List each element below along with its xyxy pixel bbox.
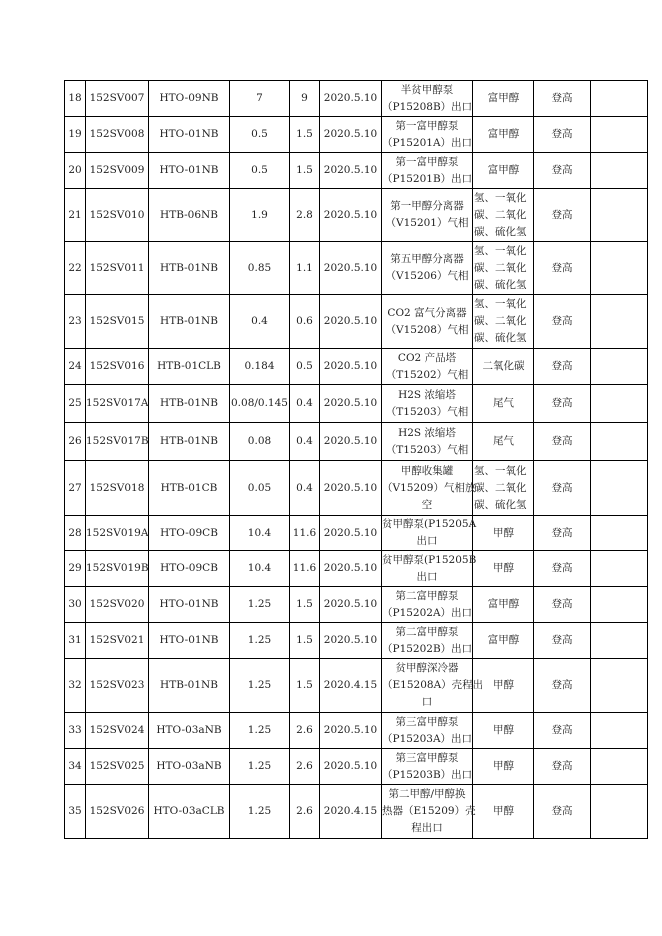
valve-code-cell: 152SV008: [86, 117, 149, 153]
check-date-cell: 2020.4.15: [320, 785, 382, 839]
medium-line: 碳、二氧化: [474, 261, 527, 274]
remark-cell: [591, 295, 648, 349]
valve-code-cell: 152SV009: [86, 153, 149, 189]
medium-line: 氢、一氧化: [474, 244, 527, 257]
location-line: 第三富甲醇泵: [395, 715, 459, 728]
check-date-cell: 2020.5.10: [320, 295, 382, 349]
location-cell: [382, 587, 473, 623]
remark-cell: [591, 623, 648, 659]
valve-code-cell: 152SV011: [86, 242, 149, 295]
row-number-cell: 29: [65, 551, 86, 587]
pressure-cell: 0.4: [290, 461, 320, 516]
pressure-cell: 0.4: [290, 385, 320, 423]
set-pressure-cell: 1.25: [230, 587, 290, 623]
location-cell: [382, 516, 477, 551]
medium-line: 富甲醇: [487, 164, 520, 176]
table-row: [65, 349, 648, 385]
set-pressure-cell: 0.184: [230, 349, 290, 385]
medium-line: 尾气: [493, 397, 514, 409]
medium-line: 富甲醇: [487, 634, 520, 646]
location-cell: [382, 461, 476, 516]
location-line: （V15201）气相: [385, 217, 469, 229]
set-pressure-cell: 7: [230, 81, 290, 117]
operation-cell: 登高: [534, 423, 591, 461]
medium-cell: [473, 385, 534, 423]
remark-cell: [591, 242, 648, 295]
location-line: 空: [421, 498, 433, 511]
valve-model-cell: HTB-01CB: [149, 461, 230, 516]
medium-line: 氢、一氧化: [474, 298, 527, 310]
location-line: 半贫甲醇泵: [400, 83, 454, 96]
check-date-cell: 2020.5.10: [320, 749, 382, 785]
valve-model-cell: HTB-01NB: [149, 295, 230, 349]
table-row: [65, 295, 648, 349]
location-line: 甲醇收集罐: [400, 464, 454, 477]
location-line: 第一富甲醇泵: [395, 155, 459, 168]
medium-cell: [473, 242, 534, 295]
safety-valve-table: [64, 80, 648, 839]
set-pressure-cell: 0.08: [230, 423, 290, 461]
row-number-cell: 22: [65, 242, 86, 295]
location-cell: [382, 385, 473, 423]
set-pressure-cell: 0.08/0.145: [230, 385, 290, 423]
location-line: （T15202）气相: [385, 368, 469, 381]
location-line: CO2 产品塔: [397, 351, 457, 364]
row-number-cell: 27: [65, 461, 86, 516]
row-number-cell: 30: [65, 587, 86, 623]
table-row: [65, 242, 648, 295]
operation-cell: 登高: [534, 242, 591, 295]
check-date-cell: 2020.5.10: [320, 349, 382, 385]
operation-cell: 登高: [534, 189, 591, 242]
operation-cell: 登高: [534, 749, 591, 785]
location-line: 程出口: [411, 822, 443, 834]
table-row: [65, 81, 648, 117]
location-line: 贫甲醇深冷器: [395, 662, 459, 674]
medium-line: 富甲醇: [487, 128, 520, 140]
table-row: [65, 587, 648, 623]
set-pressure-cell: 1.25: [230, 713, 290, 749]
pressure-cell: 0.6: [290, 295, 320, 349]
table-row: [65, 423, 648, 461]
operation-cell: 登高: [534, 117, 591, 153]
row-number-cell: 33: [65, 713, 86, 749]
location-line: 第三富甲醇泵: [395, 751, 459, 764]
check-date-cell: 2020.5.10: [320, 423, 382, 461]
check-date-cell: 2020.5.10: [320, 117, 382, 153]
table-row: [65, 659, 648, 713]
valve-code-cell: 152SV017B: [86, 423, 149, 461]
check-date-cell: 2020.5.10: [320, 516, 382, 551]
valve-code-cell: 152SV023: [86, 659, 149, 713]
location-line: CO2 富气分离器: [387, 306, 467, 319]
medium-cell: [473, 189, 534, 242]
remark-cell: [591, 117, 648, 153]
pressure-cell: 1.5: [290, 659, 320, 713]
operation-cell: 登高: [534, 516, 591, 551]
pressure-cell: 2.8: [290, 189, 320, 242]
valve-code-cell: 152SV021: [86, 623, 149, 659]
table-row: [65, 713, 648, 749]
pressure-cell: 2.6: [290, 713, 320, 749]
medium-line: 碳、硫化氢: [474, 278, 527, 291]
set-pressure-cell: 1.25: [230, 659, 290, 713]
row-number-cell: 20: [65, 153, 86, 189]
operation-cell: 登高: [534, 785, 591, 839]
table-row: [65, 385, 648, 423]
pressure-cell: 1.5: [290, 623, 320, 659]
location-cell: [382, 713, 473, 749]
operation-cell: 登高: [534, 349, 591, 385]
location-cell: [382, 423, 473, 461]
medium-line: 碳、硫化氢: [474, 332, 527, 344]
row-number-cell: 34: [65, 749, 86, 785]
medium-cell: [473, 785, 534, 839]
medium-line: 碳、硫化氢: [474, 225, 527, 238]
check-date-cell: 2020.5.10: [320, 713, 382, 749]
set-pressure-cell: 10.4: [230, 516, 290, 551]
valve-model-cell: HTB-01NB: [149, 242, 230, 295]
valve-model-cell: HTO-01NB: [149, 623, 230, 659]
remark-cell: [591, 749, 648, 785]
remark-cell: [591, 713, 648, 749]
operation-cell: 登高: [534, 461, 591, 516]
remark-cell: [591, 516, 648, 551]
medium-cell: [473, 551, 534, 587]
medium-cell: [473, 349, 534, 385]
medium-line: 富甲醇: [487, 92, 520, 104]
valve-model-cell: HTO-09CB: [149, 516, 230, 551]
row-number-cell: 31: [65, 623, 86, 659]
set-pressure-cell: 1.25: [230, 785, 290, 839]
row-number-cell: 24: [65, 349, 86, 385]
valve-model-cell: HTB-01NB: [149, 385, 230, 423]
location-line: （P15201A）出口: [382, 136, 473, 149]
location-cell: [382, 189, 473, 242]
location-line: 第二富甲醇泵: [395, 589, 459, 602]
medium-line: 甲醇: [493, 805, 514, 817]
medium-cell: [473, 461, 534, 516]
location-cell: [382, 295, 473, 349]
location-line: 出口: [416, 535, 438, 547]
medium-line: 尾气: [493, 435, 514, 447]
set-pressure-cell: 0.5: [230, 153, 290, 189]
remark-cell: [591, 153, 648, 189]
location-cell: [382, 81, 473, 117]
valve-model-cell: HTO-01NB: [149, 587, 230, 623]
pressure-cell: 1.5: [290, 117, 320, 153]
check-date-cell: 2020.5.10: [320, 587, 382, 623]
location-cell: [382, 659, 484, 713]
check-date-cell: 2020.5.10: [320, 623, 382, 659]
location-cell: [382, 551, 477, 587]
location-line: （T15203）气相: [385, 443, 469, 456]
valve-model-cell: HTO-09NB: [149, 81, 230, 117]
location-cell: [382, 349, 473, 385]
operation-cell: 登高: [534, 551, 591, 587]
operation-cell: 登高: [534, 153, 591, 189]
operation-cell: 登高: [534, 587, 591, 623]
row-number-cell: 26: [65, 423, 86, 461]
check-date-cell: 2020.5.10: [320, 551, 382, 587]
remark-cell: [591, 349, 648, 385]
check-date-cell: 2020.5.10: [320, 461, 382, 516]
set-pressure-cell: 0.85: [230, 242, 290, 295]
location-line: （P15202A）出口: [382, 606, 473, 619]
set-pressure-cell: 0.5: [230, 117, 290, 153]
operation-cell: 登高: [534, 659, 591, 713]
location-line: 热器（E15209）壳: [382, 805, 476, 817]
location-line: 贫甲醇泵(P15205B: [382, 553, 477, 566]
medium-line: 二氧化碳: [482, 360, 525, 372]
pressure-cell: 0.4: [290, 423, 320, 461]
check-date-cell: 2020.5.10: [320, 81, 382, 117]
medium-cell: [473, 587, 534, 623]
pressure-cell: 9: [290, 81, 320, 117]
medium-cell: [473, 516, 534, 551]
valve-model-cell: HTO-03aCLB: [149, 785, 230, 839]
check-date-cell: 2020.5.10: [320, 189, 382, 242]
remark-cell: [591, 659, 648, 713]
location-line: （V15208）气相: [385, 323, 469, 336]
location-line: （T15203）气相: [385, 405, 469, 418]
valve-model-cell: HTO-09CB: [149, 551, 230, 587]
pressure-cell: 11.6: [290, 516, 320, 551]
set-pressure-cell: 1.9: [230, 189, 290, 242]
row-number-cell: 32: [65, 659, 86, 713]
location-cell: [382, 749, 473, 785]
operation-cell: 登高: [534, 623, 591, 659]
table-row: [65, 153, 648, 189]
valve-model-cell: HTB-01NB: [149, 423, 230, 461]
check-date-cell: 2020.4.15: [320, 659, 382, 713]
location-line: 第二富甲醇泵: [395, 625, 459, 638]
medium-line: 氢、一氧化: [474, 464, 527, 477]
valve-model-cell: HTO-03aNB: [149, 749, 230, 785]
pressure-cell: 0.5: [290, 349, 320, 385]
valve-code-cell: 152SV025: [86, 749, 149, 785]
location-line: （V15209）气相放: [382, 481, 476, 494]
location-cell: [382, 242, 473, 295]
medium-line: 富甲醇: [487, 598, 520, 610]
location-cell: [382, 785, 476, 839]
location-line: （P15203A）出口: [382, 732, 473, 745]
valve-model-cell: HTB-01CLB: [149, 349, 230, 385]
table-row: [65, 785, 648, 839]
remark-cell: [591, 551, 648, 587]
valve-model-cell: HTB-01NB: [149, 659, 230, 713]
location-line: 出口: [416, 570, 438, 583]
valve-code-cell: 152SV018: [86, 461, 149, 516]
location-line: H2S 浓缩塔: [398, 426, 456, 439]
location-line: 第五甲醇分离器: [390, 253, 464, 265]
row-number-cell: 25: [65, 385, 86, 423]
set-pressure-cell: 0.05: [230, 461, 290, 516]
location-line: （V15206）气相: [385, 270, 469, 282]
table-row: [65, 516, 648, 551]
location-cell: [382, 117, 473, 153]
set-pressure-cell: 1.25: [230, 623, 290, 659]
medium-line: 氢、一氧化: [474, 191, 527, 204]
row-number-cell: 19: [65, 117, 86, 153]
remark-cell: [591, 81, 648, 117]
remark-cell: [591, 587, 648, 623]
check-date-cell: 2020.5.10: [320, 153, 382, 189]
medium-line: 甲醇: [493, 760, 514, 772]
medium-line: 甲醇: [493, 526, 514, 539]
medium-line: 碳、二氧化: [474, 208, 527, 221]
remark-cell: [591, 785, 648, 839]
check-date-cell: 2020.5.10: [320, 242, 382, 295]
valve-model-cell: HTO-01NB: [149, 153, 230, 189]
valve-model-cell: HTO-01NB: [149, 117, 230, 153]
row-number-cell: 21: [65, 189, 86, 242]
medium-cell: [473, 623, 534, 659]
medium-cell: [473, 117, 534, 153]
medium-line: 甲醇: [493, 724, 514, 736]
location-line: （P15201B）出口: [382, 172, 473, 185]
table-row: [65, 117, 648, 153]
valve-code-cell: 152SV010: [86, 189, 149, 242]
location-line: 口: [421, 696, 433, 708]
medium-cell: [473, 423, 534, 461]
pressure-cell: 1.5: [290, 587, 320, 623]
operation-cell: 登高: [534, 81, 591, 117]
table-row: [65, 551, 648, 587]
remark-cell: [591, 189, 648, 242]
location-line: （E15208A）壳程出: [382, 679, 484, 691]
valve-code-cell: 152SV020: [86, 587, 149, 623]
row-number-cell: 23: [65, 295, 86, 349]
remark-cell: [591, 461, 648, 516]
valve-code-cell: 152SV024: [86, 713, 149, 749]
medium-cell: [473, 295, 534, 349]
table-row: [65, 749, 648, 785]
location-line: 贫甲醇泵(P15205A: [382, 518, 477, 530]
table-row: [65, 189, 648, 242]
operation-cell: 登高: [534, 385, 591, 423]
check-date-cell: 2020.5.10: [320, 385, 382, 423]
location-line: （P15208B）出口: [382, 100, 473, 113]
set-pressure-cell: 10.4: [230, 551, 290, 587]
valve-model-cell: HTB-06NB: [149, 189, 230, 242]
valve-code-cell: 152SV026: [86, 785, 149, 839]
location-line: 第一富甲醇泵: [395, 119, 459, 132]
location-line: （P15202B）出口: [382, 642, 473, 655]
remark-cell: [591, 423, 648, 461]
medium-line: 碳、硫化氢: [474, 498, 527, 511]
pressure-cell: 1.5: [290, 153, 320, 189]
medium-line: 碳、二氧化: [474, 315, 527, 327]
location-line: 第二甲醇/甲醇换: [388, 788, 466, 800]
location-line: 第一甲醇分离器: [390, 200, 464, 212]
medium-line: 甲醇: [493, 562, 514, 574]
valve-code-cell: 152SV007: [86, 81, 149, 117]
location-line: （P15203B）出口: [382, 768, 473, 781]
medium-line: 甲醇: [493, 679, 514, 691]
medium-cell: [473, 81, 534, 117]
valve-model-cell: HTO-03aNB: [149, 713, 230, 749]
medium-cell: [473, 713, 534, 749]
valve-code-cell: 152SV016: [86, 349, 149, 385]
pressure-cell: 2.6: [290, 749, 320, 785]
valve-code-cell: 152SV019B: [86, 551, 149, 587]
pressure-cell: 11.6: [290, 551, 320, 587]
row-number-cell: 28: [65, 516, 86, 551]
remark-cell: [591, 385, 648, 423]
valve-code-cell: 152SV019A: [86, 516, 149, 551]
table-row: [65, 461, 648, 516]
table-row: [65, 623, 648, 659]
set-pressure-cell: 1.25: [230, 749, 290, 785]
set-pressure-cell: 0.4: [230, 295, 290, 349]
location-cell: [382, 153, 473, 189]
valve-code-cell: 152SV015: [86, 295, 149, 349]
operation-cell: 登高: [534, 295, 591, 349]
pressure-cell: 1.1: [290, 242, 320, 295]
pressure-cell: 2.6: [290, 785, 320, 839]
location-cell: [382, 623, 473, 659]
location-line: H2S 浓缩塔: [398, 388, 456, 401]
medium-cell: [473, 749, 534, 785]
operation-cell: 登高: [534, 713, 591, 749]
valve-code-cell: 152SV017A: [86, 385, 149, 423]
medium-cell: [473, 153, 534, 189]
row-number-cell: 18: [65, 81, 86, 117]
medium-line: 碳、二氧化: [474, 481, 527, 494]
row-number-cell: 35: [65, 785, 86, 839]
